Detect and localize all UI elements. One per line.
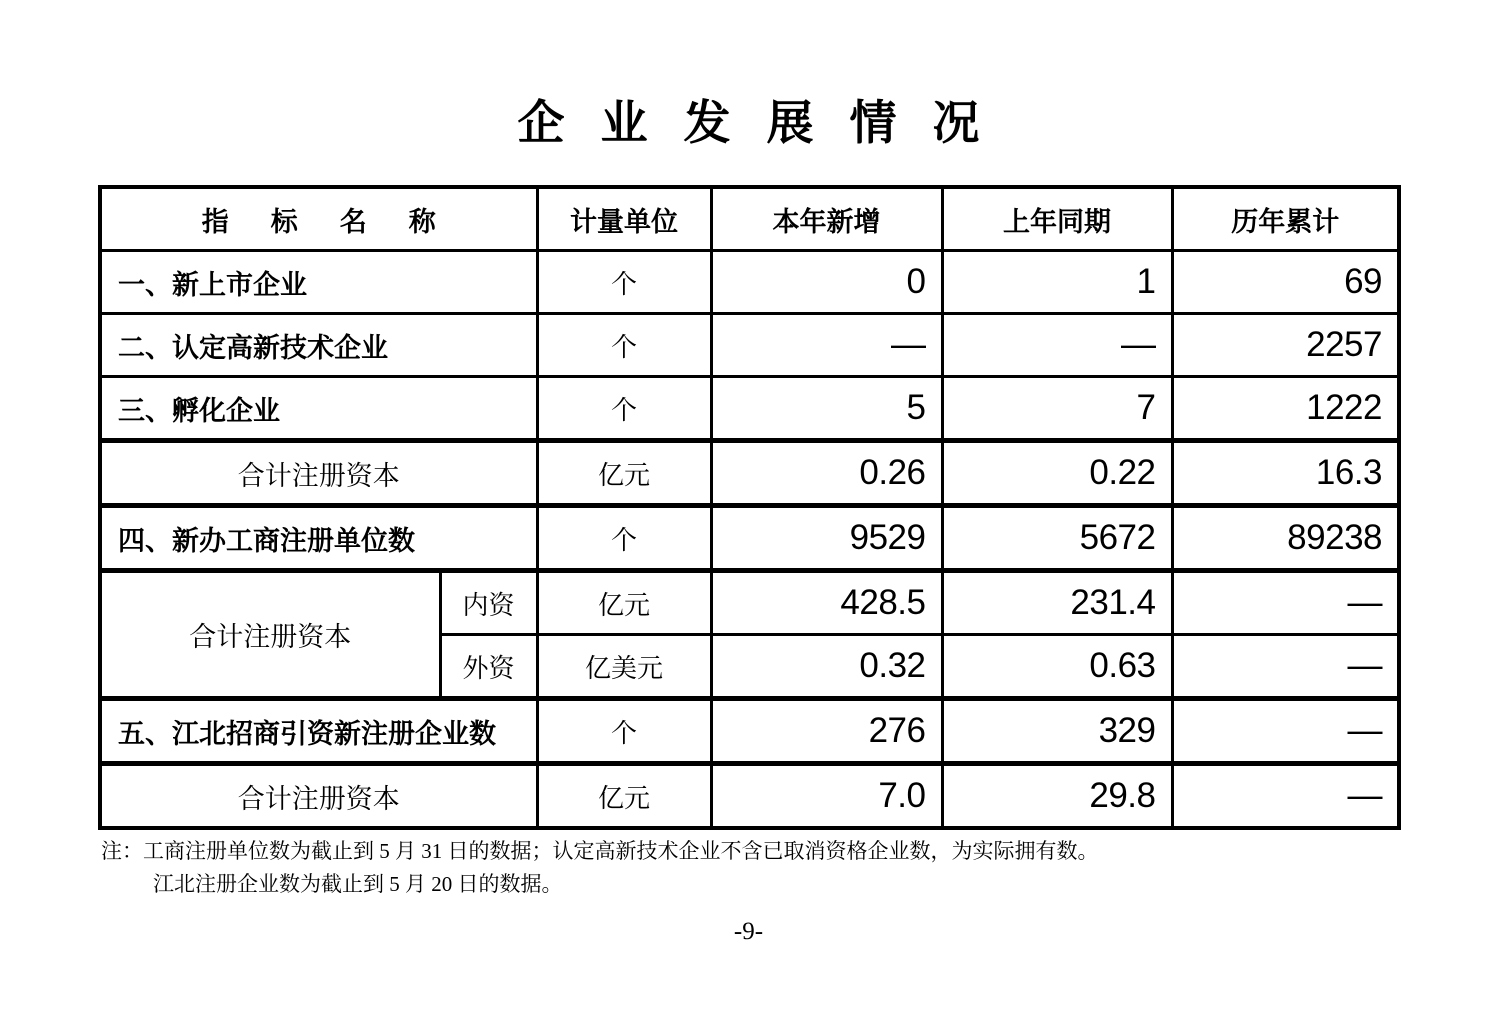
table-row bbox=[100, 764, 1399, 829]
cell-current-year: 9529 bbox=[711, 506, 942, 571]
footnote-line-1: 注：工商注册单位数为截止到 5 月 31 日的数据；认定高新技术企业不含已取消资格企业数，为实际拥有数。 bbox=[101, 839, 1099, 863]
cell-sub-label: 内资 bbox=[440, 571, 537, 635]
cell-current-year: — bbox=[711, 314, 942, 377]
cell-indicator-label: 四、新办工商注册单位数 bbox=[100, 506, 537, 571]
cell-current-year: 5 bbox=[711, 377, 942, 441]
page-number: -9- bbox=[733, 918, 764, 945]
cell-current-year: 428.5 bbox=[711, 571, 942, 635]
cell-cumulative: 16.3 bbox=[1172, 441, 1399, 506]
cell-prev-year: 329 bbox=[942, 699, 1172, 764]
cell-indicator-label: 一、新上市企业 bbox=[100, 251, 537, 314]
cell-indicator-label: 二、认定高新技术企业 bbox=[100, 314, 537, 377]
cell-unit: 亿美元 bbox=[537, 635, 711, 699]
table-row bbox=[100, 441, 1399, 506]
cell-unit: 个 bbox=[537, 251, 711, 314]
cell-cumulative: 89238 bbox=[1172, 506, 1399, 571]
cell-prev-year: — bbox=[942, 314, 1172, 377]
cell-prev-year: 5672 bbox=[942, 506, 1172, 571]
cell-unit: 个 bbox=[537, 506, 711, 571]
table-row bbox=[100, 377, 1399, 441]
enterprise-development-table bbox=[98, 185, 1401, 830]
cell-cumulative: 2257 bbox=[1172, 314, 1399, 377]
footnote-line-2: 江北注册企业数为截止到 5 月 20 日的数据。 bbox=[153, 872, 563, 896]
header-row bbox=[100, 187, 1399, 251]
cell-current-year: 0.26 bbox=[711, 441, 942, 506]
table-row bbox=[100, 571, 1399, 635]
table-row bbox=[100, 314, 1399, 377]
footnotes bbox=[101, 835, 1099, 901]
col-header-unit: 计量单位 bbox=[537, 187, 711, 251]
page-title: 企业发展情况 bbox=[517, 98, 1016, 150]
cell-indicator-label: 三、孵化企业 bbox=[100, 377, 537, 441]
cell-current-year: 7.0 bbox=[711, 764, 942, 829]
cell-cumulative: 69 bbox=[1172, 251, 1399, 314]
cell-current-year: 0 bbox=[711, 251, 942, 314]
cell-unit: 亿元 bbox=[537, 571, 711, 635]
cell-sub-label: 外资 bbox=[440, 635, 537, 699]
cell-prev-year: 1 bbox=[942, 251, 1172, 314]
col-header-cumulative: 历年累计 bbox=[1172, 187, 1399, 251]
cell-cumulative: — bbox=[1172, 699, 1399, 764]
col-header-current-year: 本年新增 bbox=[711, 187, 942, 251]
cell-current-year: 0.32 bbox=[711, 635, 942, 699]
cell-indicator-label: 合计注册资本 bbox=[100, 571, 440, 699]
cell-prev-year: 0.22 bbox=[942, 441, 1172, 506]
cell-unit: 亿元 bbox=[537, 441, 711, 506]
table-row bbox=[100, 699, 1399, 764]
cell-prev-year: 29.8 bbox=[942, 764, 1172, 829]
cell-cumulative: 1222 bbox=[1172, 377, 1399, 441]
cell-current-year: 276 bbox=[711, 699, 942, 764]
table-row bbox=[100, 506, 1399, 571]
cell-cumulative: — bbox=[1172, 764, 1399, 829]
cell-indicator-label: 五、江北招商引资新注册企业数 bbox=[100, 699, 537, 764]
cell-unit: 个 bbox=[537, 699, 711, 764]
col-header-prev-year: 上年同期 bbox=[942, 187, 1172, 251]
cell-indicator-label: 合计注册资本 bbox=[100, 764, 537, 829]
cell-prev-year: 7 bbox=[942, 377, 1172, 441]
cell-unit: 个 bbox=[537, 314, 711, 377]
cell-prev-year: 0.63 bbox=[942, 635, 1172, 699]
cell-indicator-label: 合计注册资本 bbox=[100, 441, 537, 506]
cell-unit: 亿元 bbox=[537, 764, 711, 829]
cell-unit: 个 bbox=[537, 377, 711, 441]
cell-cumulative: — bbox=[1172, 635, 1399, 699]
table-row bbox=[100, 251, 1399, 314]
cell-prev-year: 231.4 bbox=[942, 571, 1172, 635]
col-header-indicator: 指标名称 bbox=[100, 187, 537, 251]
cell-cumulative: — bbox=[1172, 571, 1399, 635]
